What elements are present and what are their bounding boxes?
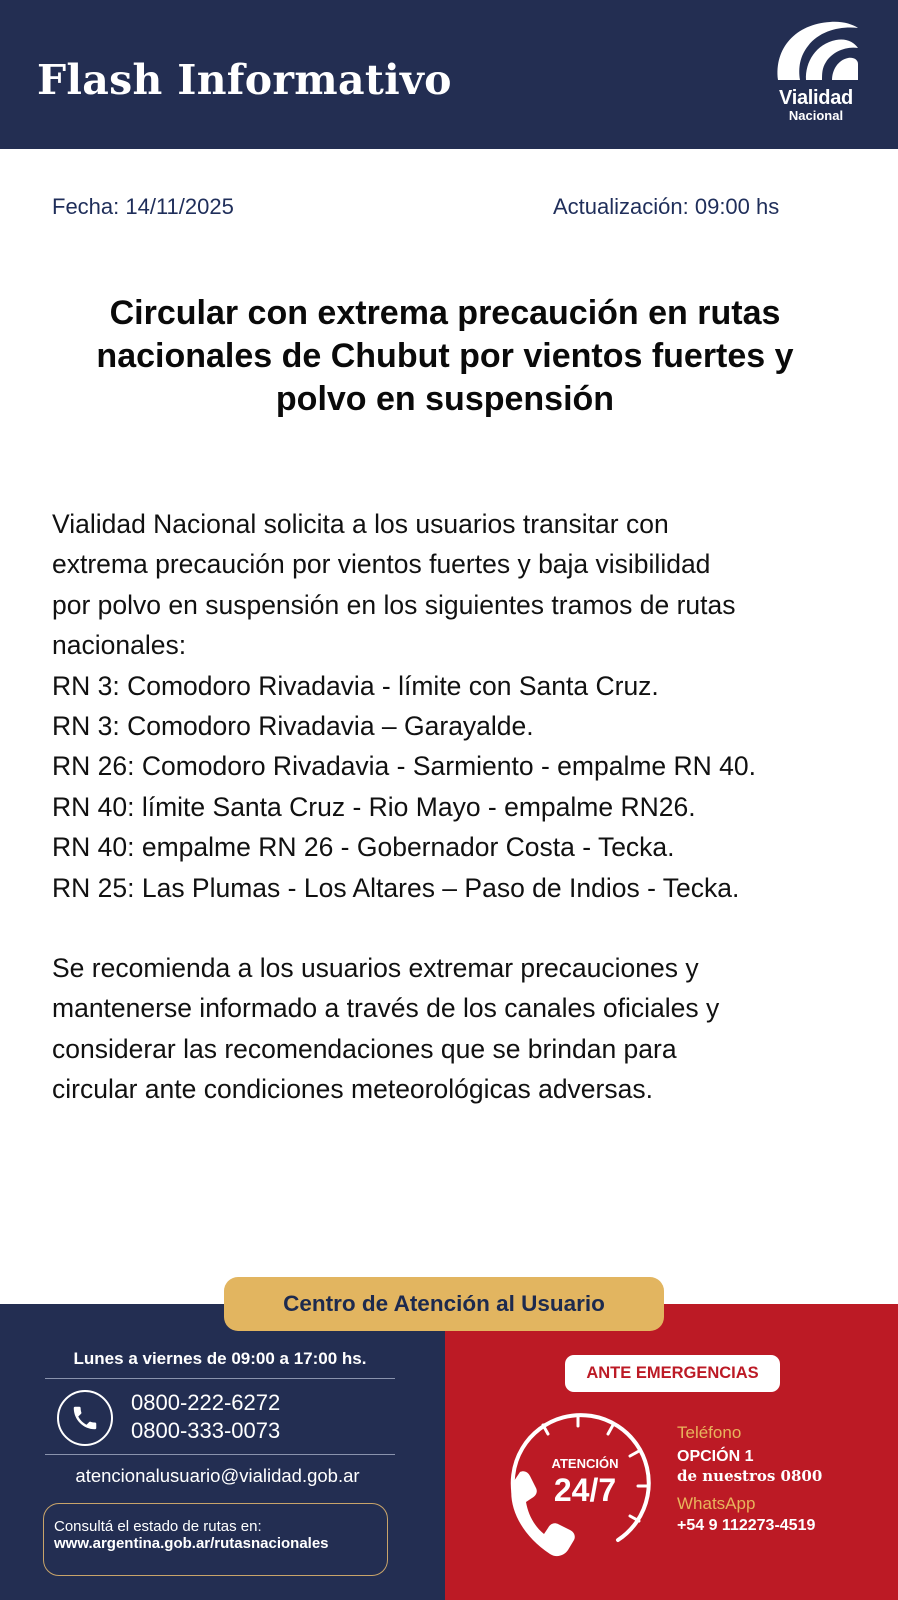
consult-url[interactable]: www.argentina.gob.ar/rutasnacionales — [54, 1535, 329, 1552]
closing-line: Se recomienda a los usuarios extremar precauciones y — [52, 953, 699, 983]
road-swirl-icon — [772, 18, 860, 84]
body-line: Vialidad Nacional solicita a los usuarios transitar con — [52, 509, 669, 539]
route-item: RN 3: Comodoro Rivadavia - límite con Santa Cruz. — [52, 670, 659, 701]
route-item: RN 26: Comodoro Rivadavia - Sarmiento - empalme RN 40. — [52, 751, 756, 782]
option-text: OPCIÓN 1 — [677, 1448, 754, 1465]
closing-line: mantenerse informado a través de los canales oficiales y — [52, 993, 720, 1024]
phone-number-1[interactable]: 0800-222-6272 — [131, 1390, 281, 1415]
badge-main-text: 24/7 — [553, 1472, 617, 1508]
phone-icon — [57, 1390, 113, 1446]
logo-text-nacional: Nacional — [788, 108, 844, 123]
badge-top-text: ATENCIÓN — [551, 1456, 619, 1471]
attention-24-7-badge — [498, 1406, 658, 1566]
center-title-badge: Centro de Atención al Usuario — [224, 1277, 664, 1331]
route-status-box — [43, 1503, 388, 1576]
route-item: RN 40: límite Santa Cruz - Rio Mayo - empalme RN26. — [52, 791, 696, 822]
body-line: nacionales: — [52, 630, 187, 661]
headline-line: Circular con extrema precaución en rutas — [109, 294, 781, 332]
header-bar — [0, 0, 898, 149]
route-item: RN 40: empalme RN 26 - Gobernador Costa - Tecka. — [52, 832, 675, 863]
body-line: por polvo en suspensión en los siguientes tramos de rutas — [52, 589, 736, 620]
phone-number-2[interactable]: 0800-333-0073 — [131, 1418, 281, 1443]
whatsapp-number[interactable]: +54 9 112273-4519 — [677, 1517, 816, 1534]
page-title: Flash Informativo — [37, 56, 452, 104]
consult-label: Consultá el estado de rutas en: — [54, 1518, 262, 1535]
route-item: RN 25: Las Plumas - Los Altares – Paso de Indios - Tecka. — [52, 872, 740, 903]
headline-line: nacionales de Chubut por vientos fuertes y — [96, 337, 794, 375]
headline-line: polvo en suspensión — [275, 380, 615, 418]
update-label: Actualización: 09:00 hs — [553, 194, 780, 219]
option-subtext: de nuestros 0800 — [677, 1467, 823, 1485]
route-item: RN 3: Comodoro Rivadavia – Garayalde. — [52, 711, 534, 742]
closing-line: circular ante condiciones meteorológicas adversas. — [52, 1074, 653, 1105]
date-label: Fecha: 14/11/2025 — [52, 194, 234, 219]
closing-line: considerar las recomendaciones que se brindan para — [52, 1033, 677, 1064]
headline — [40, 292, 850, 421]
emergency-badge: ANTE EMERGENCIAS — [565, 1355, 780, 1392]
divider — [45, 1378, 395, 1379]
office-hours: Lunes a viernes de 09:00 a 17:00 hs. — [73, 1349, 367, 1368]
logo-text-vialidad: Vialidad — [779, 87, 853, 109]
phone-label: Teléfono — [677, 1423, 742, 1442]
body-intro — [52, 504, 872, 908]
contact-email[interactable]: atencionalusuario@vialidad.gob.ar — [75, 1465, 360, 1486]
whatsapp-label: WhatsApp — [677, 1494, 756, 1513]
body-line: extrema precaución por vientos fuertes y baja visibilidad — [52, 549, 711, 580]
divider — [45, 1454, 395, 1455]
closing-paragraph — [52, 948, 872, 1110]
vialidad-logo — [764, 18, 868, 126]
